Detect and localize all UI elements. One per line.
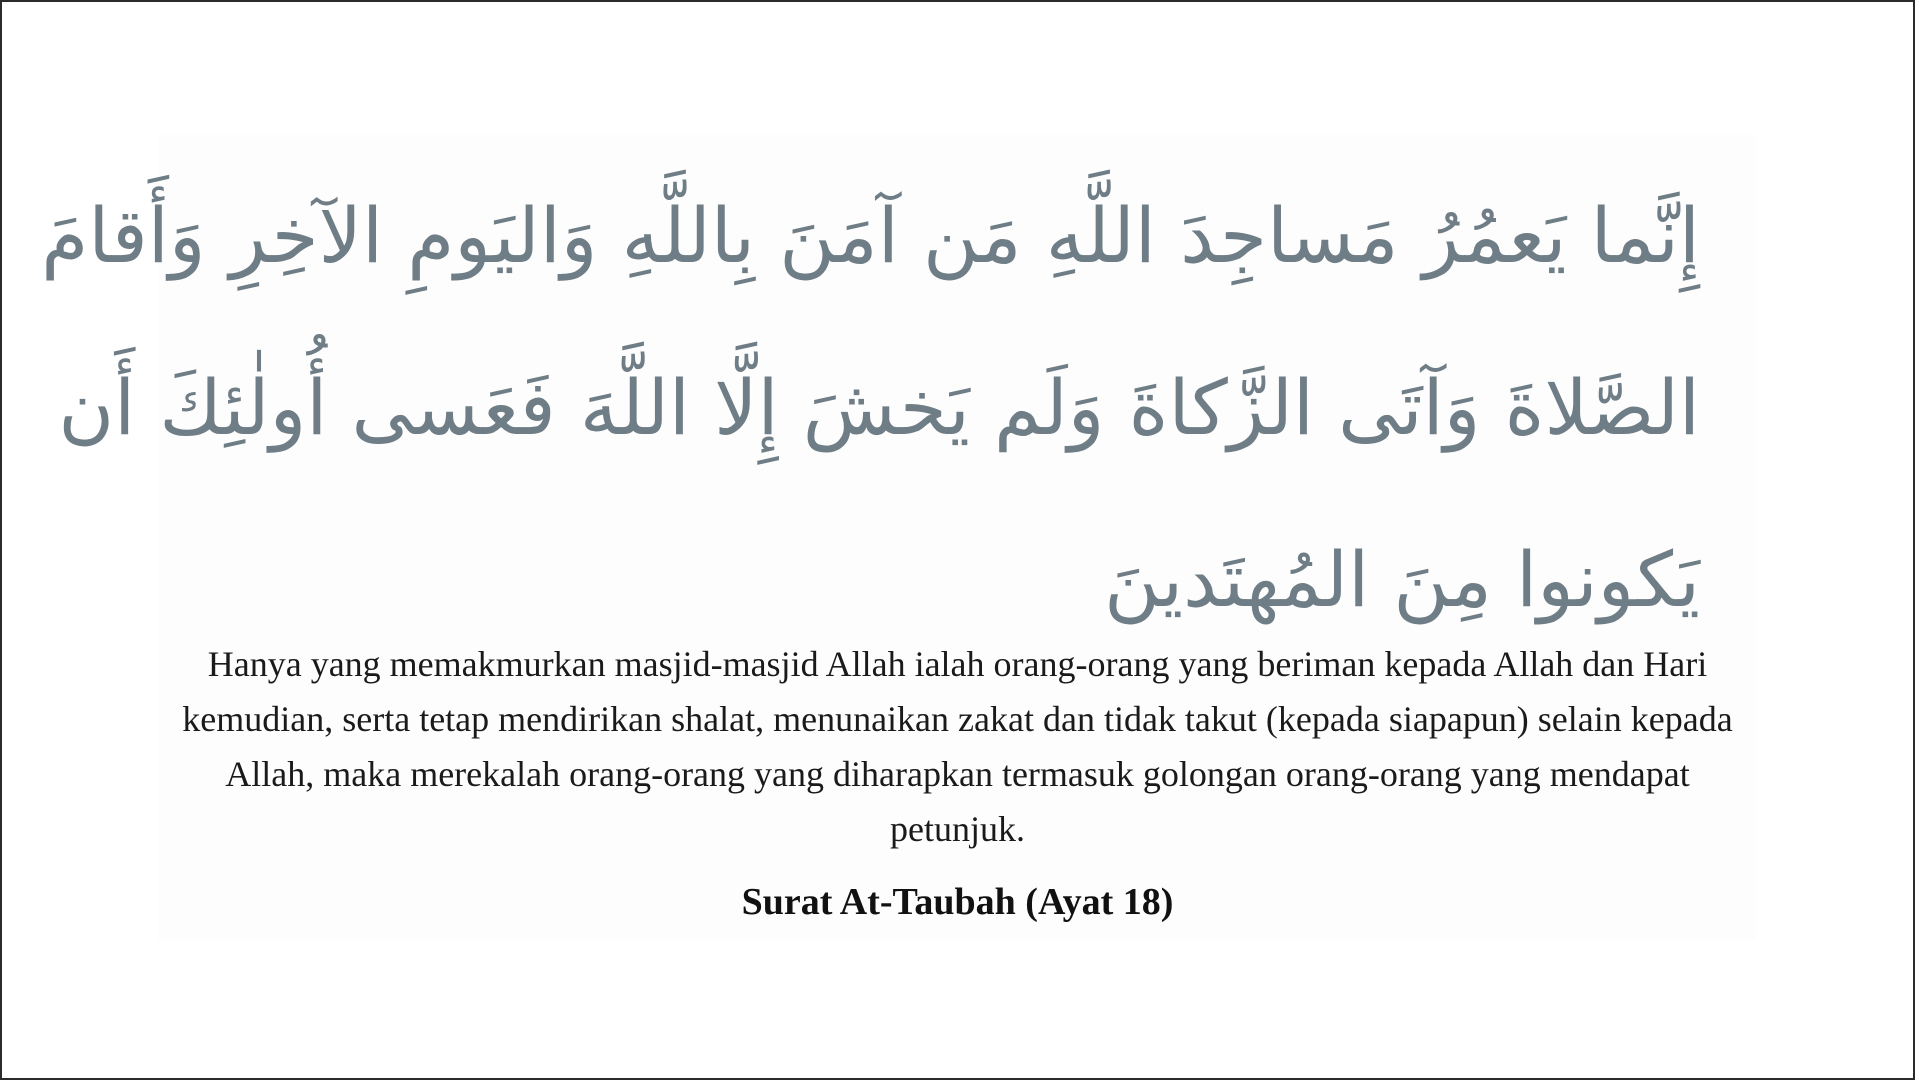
verse-translation: Hanya yang memakmurkan masjid-masjid Allah ialah orang-orang yang beriman kepada Allah dan Hari kemudian, serta tetap mendirikan shalat, menunaikan zakat dan tidak takut (kepada siapapun) selain kepada Allah, maka merekalah orang-orang yang diharapkan termasuk golongan orang-orang yang mendapat petunjuk. — [182, 644, 1733, 849]
arabic-line-2: الصَّلاةَ وَآتَى الزَّكاةَ وَلَم يَخشَ إِلَّا اللَّهَ فَعَسى أُولٰئِكَ أَن — [58, 363, 1700, 452]
verse-reference: Surat At-Taubah (Ayat 18) — [741, 881, 1174, 923]
arabic-verse — [41, 150, 1700, 666]
arabic-line-3: يَكونوا مِنَ المُهتَدينَ — [1104, 535, 1700, 624]
arabic-line-1: إِنَّما يَعمُرُ مَساجِدَ اللَّهِ مَن آمَنَ بِاللَّهِ وَاليَومِ الآخِرِ وَأَقامَ — [41, 191, 1700, 280]
